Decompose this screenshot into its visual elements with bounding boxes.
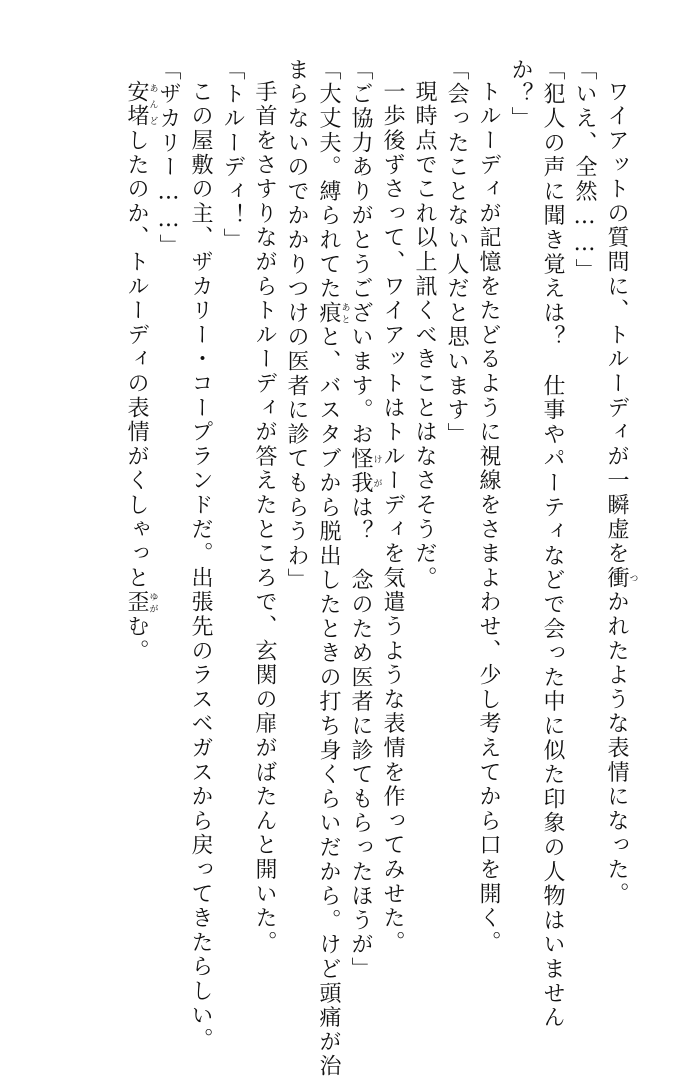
furigana-reading: けが <box>371 446 382 496</box>
text-column: この屋敷の主、ザカリー・コープランドだ。出張先のラスベガスから戻ってきたらしい。 <box>188 80 213 1052</box>
text-column: 「大丈夫。縛られてた痕あとと、バスタブから脱出したときの打ち身くらいだから。けど頭痛が治 <box>316 58 350 1079</box>
furigana: 痕あと <box>316 301 350 326</box>
furigana: 歪ゆが <box>124 590 158 615</box>
text-column: 「会ったことない人だと思います」 <box>444 58 469 447</box>
text-column: 手首をさすりながらトルーディが答えたところで、玄関の扉がばたんと開いた。 <box>252 80 277 955</box>
furigana: 怪我けが <box>348 446 382 496</box>
text-column: トルーディが記憶をたどるように視線をさまよわせ、少し考えてから口を開く。 <box>476 80 501 955</box>
furigana-reading: つ <box>627 566 638 591</box>
furigana: 安堵あんど <box>124 80 158 129</box>
text-column: か？」 <box>508 58 533 131</box>
text-column: ワイアットの質問に、トルーディが一瞬虚を衝つかれたような表情になった。 <box>604 80 638 907</box>
text-column: 一歩後ずさって、ワイアットはトルーディを気遣うような表情を作ってみせた。 <box>380 80 405 955</box>
text-column: 「ご協力ありがとうございます。お怪我けがは？ 念のため医者に診てもらったほうが」 <box>348 58 382 982</box>
text-column: 「ザカリー……」 <box>156 58 181 259</box>
text-column: 「いえ、全然……」 <box>572 58 597 283</box>
text-column: 安堵あんどしたのか、トルーディの表情がくしゃっと歪ゆがむ。 <box>124 80 158 664</box>
furigana: 衝つ <box>604 566 638 591</box>
furigana-reading: ゆが <box>147 590 158 615</box>
text-column: 現時点でこれ以上訊くべきことはなさそうだ。 <box>412 80 437 591</box>
text-column: 「犯人の声に聞き覚えは？ 仕事やパーティなどで会った中に似た印象の人物はいません <box>540 58 565 1030</box>
furigana-reading: あんど <box>147 80 158 129</box>
text-column: 「トルーディ！」 <box>220 58 245 253</box>
text-column: まらないのでかかりつけの医者に診てもらうわ」 <box>284 58 309 593</box>
furigana-reading: あと <box>339 301 350 326</box>
